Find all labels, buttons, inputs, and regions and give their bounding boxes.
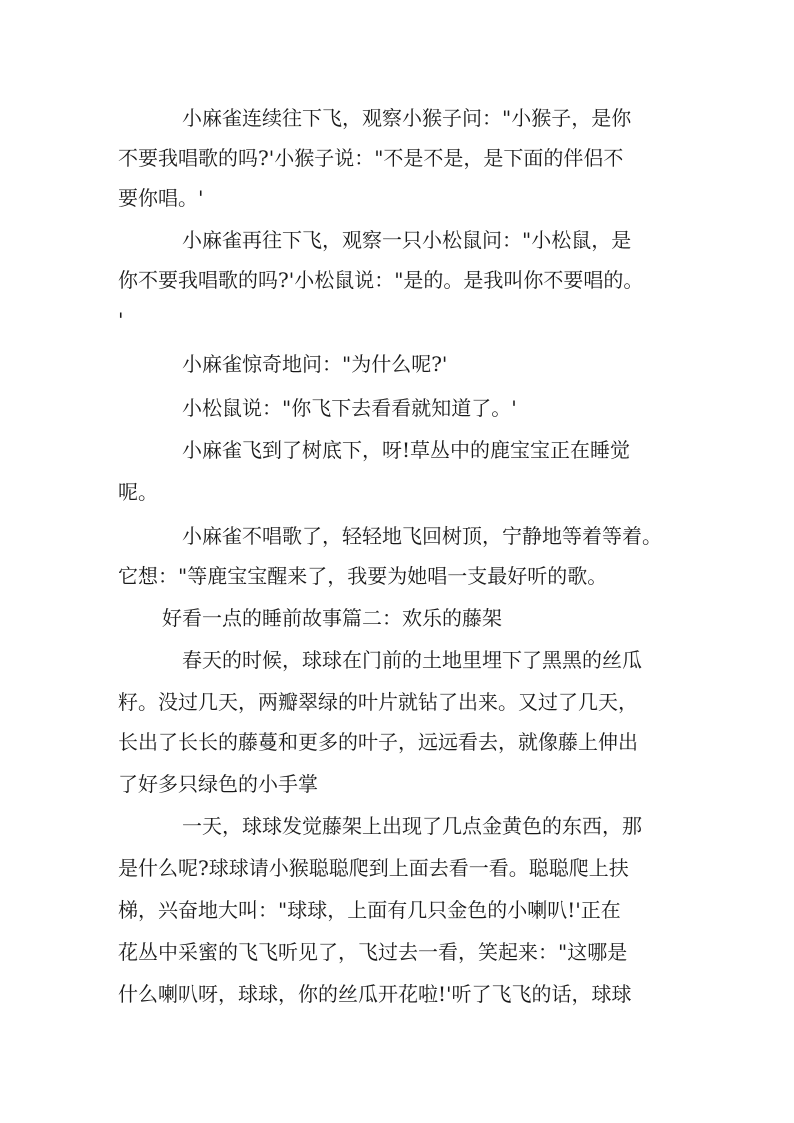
paragraph-line: 小麻雀惊奇地问："为什么呢?': [182, 352, 448, 376]
paragraph-line: ': [118, 308, 124, 332]
paragraph-line: 梯，兴奋地大叫："球球，上面有几只金色的小喇叭!'正在: [118, 898, 621, 922]
paragraph-line: 小麻雀飞到了树底下，呀!草丛中的鹿宝宝正在睡觉: [182, 438, 631, 462]
paragraph-line: 你不要我唱歌的吗?'小松鼠说："是的。是我叫你不要唱的。: [118, 268, 644, 292]
paragraph-line: 小麻雀再往下飞，观察一只小松鼠问："小松鼠，是: [182, 228, 632, 252]
paragraph-line: 小麻雀连续往下飞，观察小猴子问："小猴子，是你: [182, 106, 632, 130]
paragraph-line: 长出了长长的藤蔓和更多的叶子，远远看去，就像藤上伸出: [118, 730, 638, 754]
paragraph-line: 不要我唱歌的吗?'小猴子说："不是不是，是下面的伴侣不: [118, 146, 624, 170]
paragraph-line: 春天的时候，球球在门前的土地里埋下了黑黑的丝瓜: [182, 648, 642, 672]
paragraph-line: 一天，球球发觉藤架上出现了几点金黄色的东西，那: [182, 814, 642, 838]
paragraph-line: 是什么呢?球球请小猴聪聪爬到上面去看一看。聪聪爬上扶: [118, 856, 629, 880]
section-heading: 好看一点的睡前故事篇二：欢乐的藤架: [162, 606, 502, 630]
paragraph-line: 了好多只绿色的小手掌: [118, 772, 318, 796]
paragraph-line: 它想："等鹿宝宝醒来了，我要为她唱一支最好听的歌。: [118, 564, 608, 588]
paragraph-line: 呢。: [118, 480, 158, 504]
paragraph-line: 什么喇叭呀，球球，你的丝瓜开花啦!'听了飞飞的话，球球: [118, 982, 632, 1006]
paragraph-line: 花丛中采蜜的飞飞听见了，飞过去一看，笑起来："这哪是: [118, 940, 628, 964]
paragraph-line: 小松鼠说："你飞下去看看就知道了。': [182, 396, 517, 420]
paragraph-line: 籽。没过几天，两瓣翠绿的叶片就钻了出来。又过了几天，: [118, 690, 638, 714]
paragraph-line: 要你唱。': [118, 186, 204, 210]
paragraph-line: 小麻雀不唱歌了，轻轻地飞回树顶，宁静地等着等着。: [182, 524, 662, 548]
